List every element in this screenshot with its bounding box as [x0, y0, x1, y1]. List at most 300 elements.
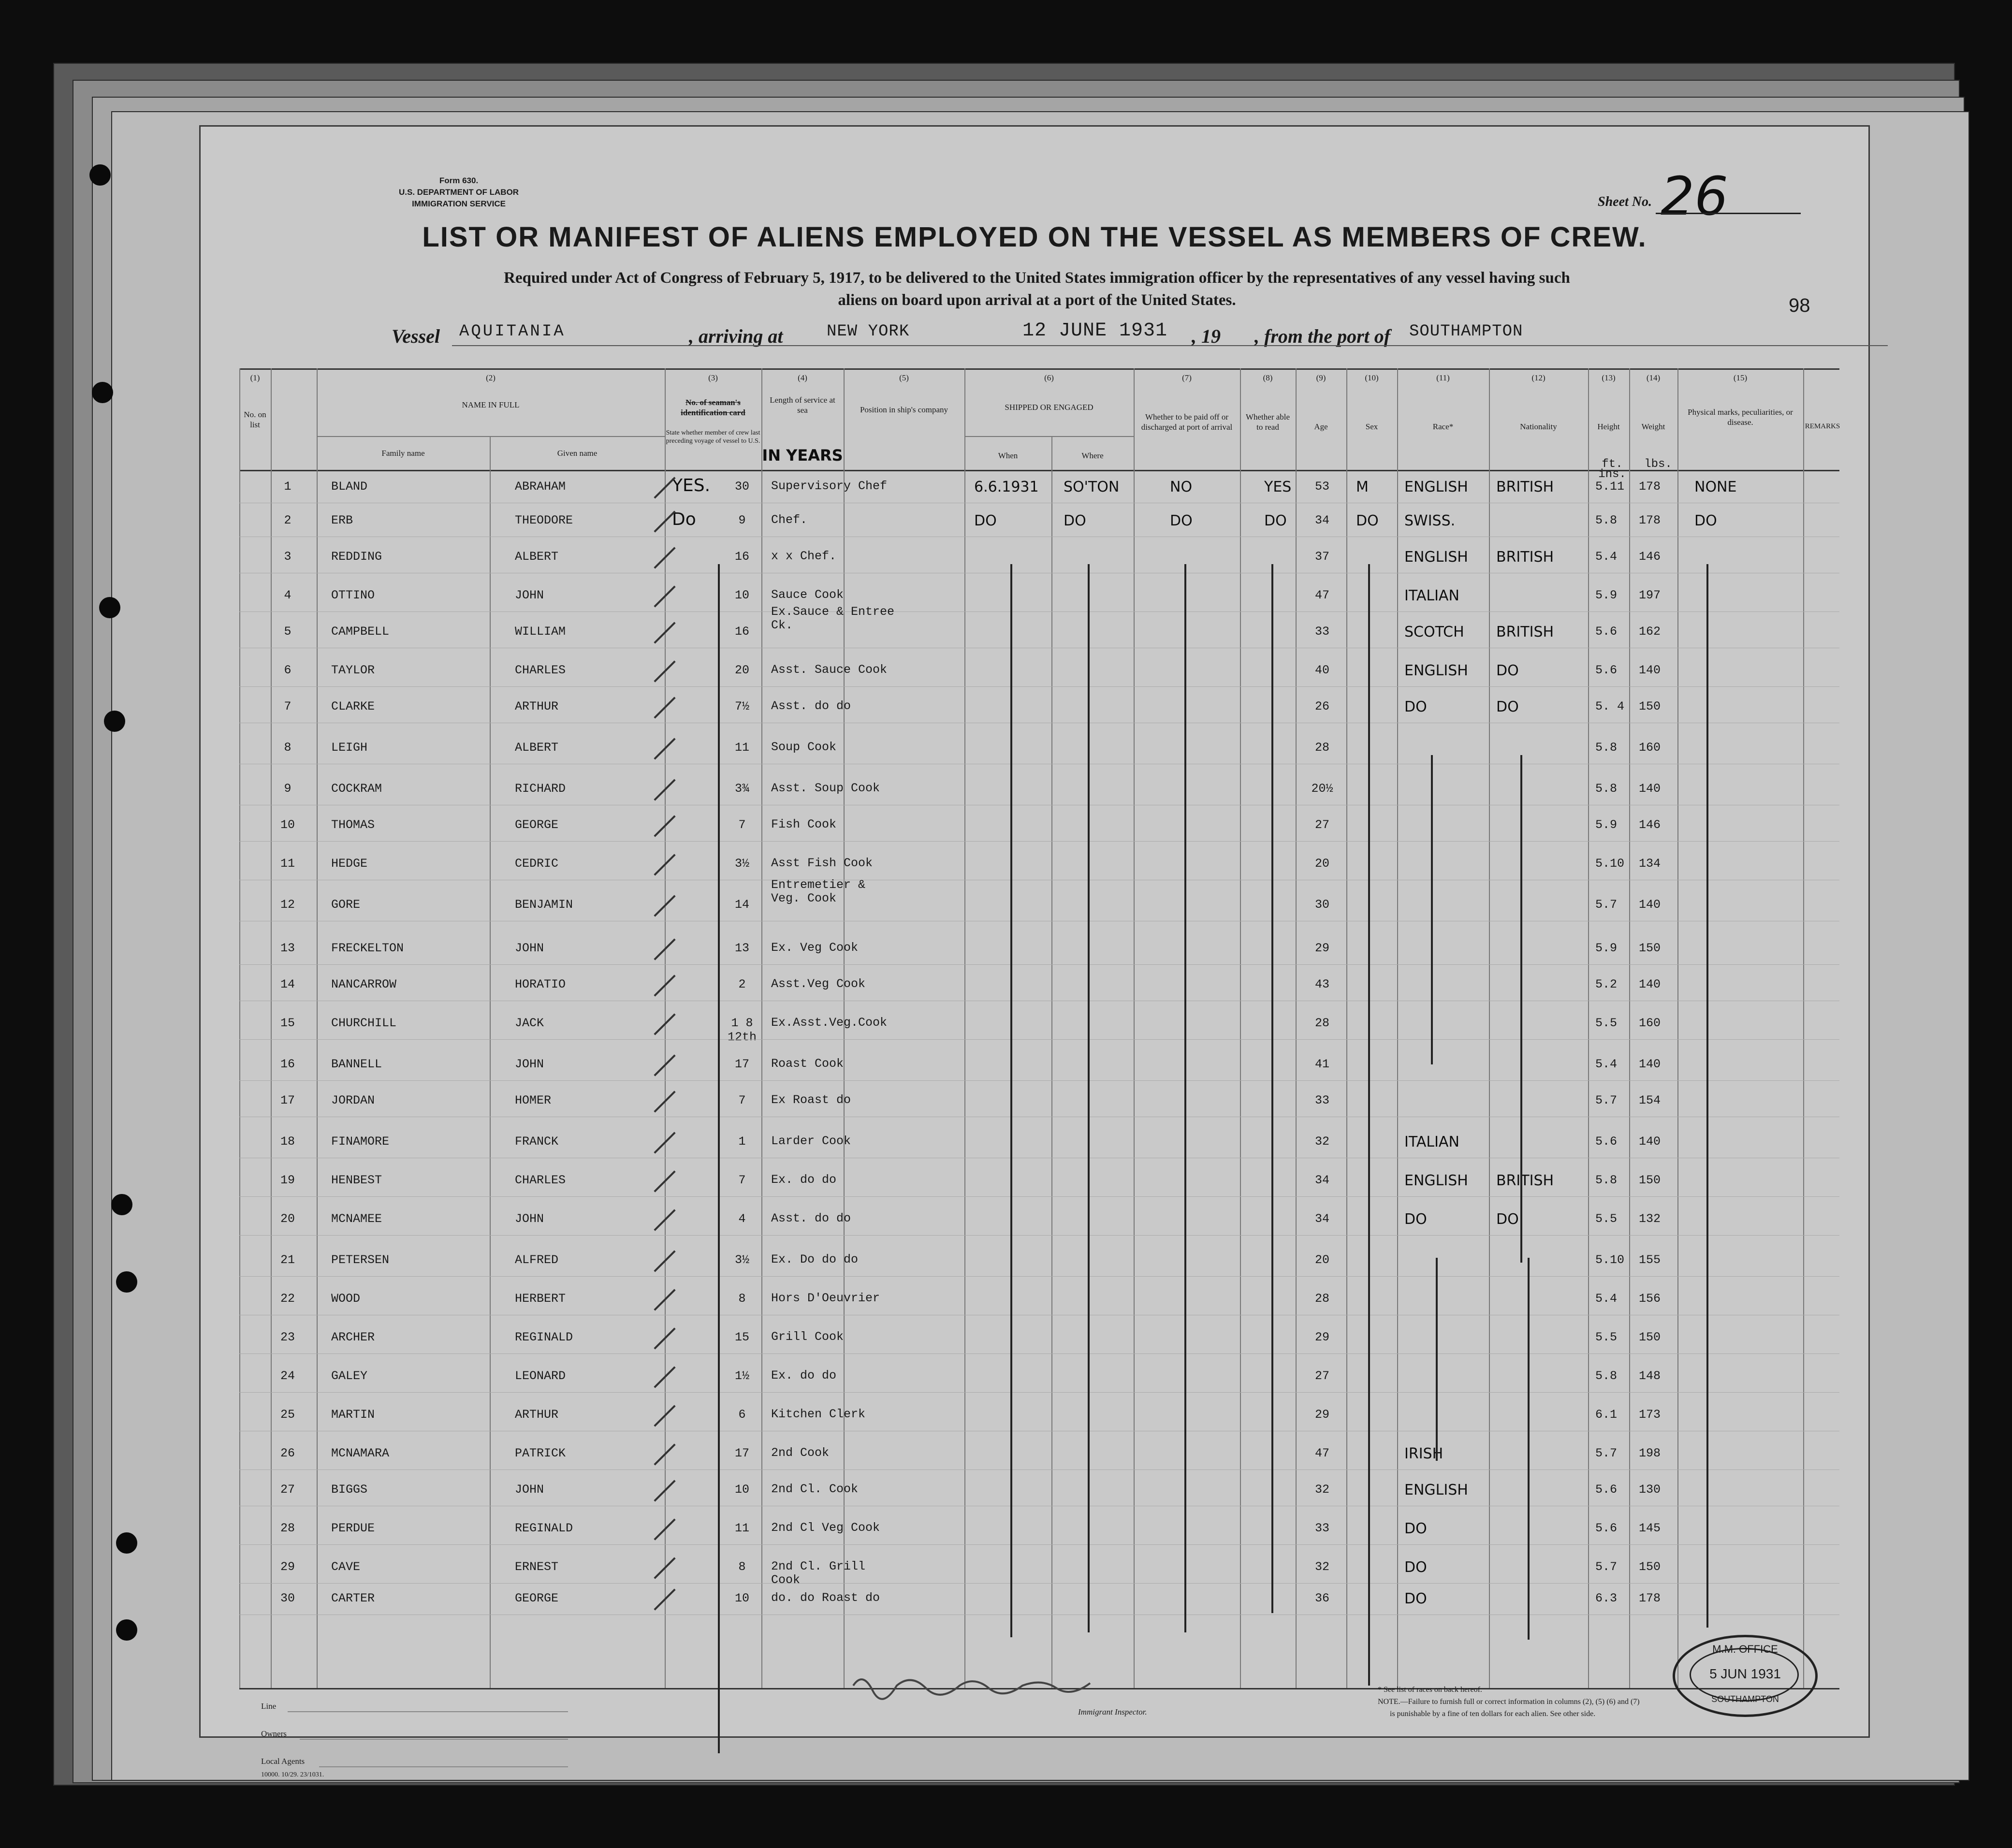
tick-mark	[654, 1013, 675, 1035]
row-number: 11	[280, 857, 295, 871]
ditto-line	[1368, 564, 1370, 1686]
height: 5.7	[1595, 1446, 1618, 1460]
height: 5.8	[1595, 513, 1618, 527]
footer-line-label: Line	[261, 1702, 277, 1711]
nationality: DO	[1496, 662, 1519, 679]
race: DO	[1404, 1520, 1427, 1537]
inspector-signature	[848, 1666, 1100, 1710]
header-when: When	[998, 451, 1018, 460]
family-name: MCNAMEE	[331, 1212, 382, 1226]
given-name: HERBERT	[515, 1292, 566, 1306]
length-of-service: 14	[734, 898, 749, 912]
length-of-service: 20	[734, 663, 749, 677]
row-number: 1	[284, 480, 292, 494]
given-name: REGINALD	[515, 1521, 573, 1535]
age: 29	[1314, 1330, 1329, 1344]
name-subheader-rule	[317, 436, 665, 437]
ditto-line	[718, 564, 720, 1753]
height: 5.9	[1595, 588, 1618, 602]
table-top-border	[239, 368, 1839, 370]
position: Soup Cook	[771, 740, 837, 754]
table-row	[201, 878, 1868, 922]
position: Hors D'Oeuvrier	[771, 1291, 880, 1305]
family-name: BANNELL	[331, 1057, 382, 1071]
row-number: 20	[280, 1212, 295, 1226]
ditto-line	[1088, 564, 1090, 1632]
weight: 140	[1639, 663, 1661, 677]
tick-mark	[654, 1480, 675, 1501]
col-num-2: (2)	[486, 373, 496, 382]
height: 5.8	[1595, 782, 1618, 796]
position: Fish Cook	[771, 817, 837, 831]
weight: 150	[1639, 1560, 1661, 1574]
height: 5.6	[1595, 1135, 1618, 1149]
office-stamp	[1673, 1635, 1818, 1717]
given-name: ALBERT	[515, 741, 559, 755]
family-name: ARCHER	[331, 1330, 375, 1344]
row-rule	[239, 1353, 1839, 1354]
shipped-when: 6.6.1931	[974, 479, 1039, 495]
sex: M	[1356, 479, 1369, 495]
length-of-service: 13	[734, 941, 749, 955]
age: 32	[1314, 1483, 1329, 1497]
weight: 148	[1639, 1369, 1661, 1383]
weight: 178	[1639, 513, 1661, 527]
weight-unit: lbs.	[1644, 458, 1672, 471]
length-of-service: 7	[738, 818, 746, 832]
race: ITALIAN	[1404, 587, 1459, 604]
footer-agents-label: Local Agents	[261, 1757, 305, 1766]
weight: 178	[1639, 480, 1661, 494]
physical-marks: DO	[1694, 512, 1717, 529]
col-num-14: (14)	[1646, 373, 1661, 382]
tick-mark	[654, 1557, 675, 1579]
header-age: Age	[1314, 422, 1328, 431]
race: ENGLISH	[1404, 1482, 1468, 1499]
row-number: 9	[284, 782, 292, 796]
year-label: , 19	[1192, 325, 1221, 347]
family-name: CARTER	[331, 1591, 375, 1605]
height: 5. 4	[1595, 699, 1625, 713]
family-name: FRECKELTON	[331, 941, 404, 955]
weight: 140	[1639, 898, 1661, 912]
note-penalty-1: NOTE.—Failure to furnish full or correct information in columns (2), (5) (6) and (7)	[1378, 1698, 1640, 1706]
tick-mark	[654, 1443, 675, 1465]
weight: 134	[1639, 857, 1661, 871]
row-number: 12	[280, 898, 295, 912]
position: x x Chef.	[771, 549, 837, 563]
length-of-service: 8	[738, 1292, 746, 1306]
header-where: Where	[1081, 451, 1104, 460]
binder-hole	[92, 382, 113, 403]
table-row	[201, 1079, 1868, 1118]
length-of-service: 2	[738, 977, 746, 991]
family-name: COCKRAM	[331, 782, 382, 796]
ditto-line	[1271, 564, 1273, 1613]
given-name: JOHN	[515, 588, 544, 602]
table-row	[201, 535, 1868, 574]
shipped-subheader-rule	[964, 436, 1134, 437]
header-nationality: Nationality	[1520, 422, 1557, 431]
header-race: Race*	[1432, 422, 1454, 431]
family-name: BIGGS	[331, 1483, 368, 1497]
table-row	[201, 605, 1868, 649]
position: Grill Cook	[771, 1330, 844, 1344]
position: Ex. Veg Cook	[771, 941, 859, 955]
form-service: IMMIGRATION SERVICE	[412, 199, 506, 208]
weight: 140	[1639, 977, 1661, 991]
note-penalty-2: is punishable by a fine of ten dollars for each alien. See other side.	[1390, 1710, 1596, 1718]
footer-print-code: 10000. 10/29. 23/1031.	[261, 1771, 324, 1778]
length-of-service: 17	[734, 1446, 749, 1460]
form-department: U.S. DEPARTMENT OF LABOR	[399, 188, 519, 197]
tick-mark	[654, 779, 675, 800]
given-name: LEONARD	[515, 1369, 566, 1383]
weight: 160	[1639, 741, 1661, 755]
height: 5.5	[1595, 1016, 1618, 1030]
length-of-service: 7½	[734, 699, 749, 713]
position: Ex. Do do do	[771, 1252, 859, 1266]
page-number: 98	[1789, 295, 1810, 316]
inspector-label: Immigrant Inspector.	[1078, 1707, 1147, 1717]
race: ENGLISH	[1404, 1172, 1468, 1189]
weight: 150	[1639, 941, 1661, 955]
given-name: THEODORE	[515, 513, 573, 527]
given-name: HOMER	[515, 1093, 552, 1107]
family-name: HENBEST	[331, 1173, 382, 1187]
row-number: 27	[280, 1483, 295, 1497]
tick-mark	[654, 1405, 675, 1426]
header-height: Height	[1597, 422, 1620, 431]
nationality: BRITISH	[1496, 1172, 1554, 1189]
race: SWISS.	[1404, 512, 1456, 529]
race: ENGLISH	[1404, 479, 1468, 495]
weight: 140	[1639, 782, 1661, 796]
family-name: REDDING	[331, 550, 382, 564]
age: 28	[1314, 1292, 1329, 1306]
table-row	[201, 574, 1868, 612]
table-row	[201, 1277, 1868, 1316]
col-num-3: (3)	[708, 373, 718, 382]
age: 53	[1314, 480, 1329, 494]
position: Ex Roast do	[771, 1093, 851, 1107]
row-rule	[239, 1392, 1839, 1393]
binder-hole	[116, 1532, 137, 1554]
vessel-name: AQUITANIA	[459, 322, 566, 341]
position: Ex.Sauce & Entree Ck.	[771, 605, 895, 632]
age: 41	[1314, 1057, 1329, 1071]
weight: 132	[1639, 1212, 1661, 1226]
manifest-page	[201, 127, 1868, 1778]
sheet-number: 26	[1661, 165, 1728, 227]
length-of-service: 7	[738, 1173, 746, 1187]
family-name: MCNAMARA	[331, 1446, 390, 1460]
vessel-label: Vessel	[392, 325, 440, 347]
family-name: ERB	[331, 513, 353, 527]
page-title: LIST OR MANIFEST OF ALIENS EMPLOYED ON THE VESSEL AS MEMBERS OF CREW.	[422, 221, 1647, 253]
binder-hole	[116, 1271, 137, 1293]
table-row	[201, 1468, 1868, 1507]
shipped-where: DO	[1064, 512, 1086, 529]
height: 5.5	[1595, 1330, 1618, 1344]
table-row	[201, 842, 1868, 881]
family-name: CHURCHILL	[331, 1016, 397, 1030]
given-name: GEORGE	[515, 1591, 559, 1605]
height: 5.7	[1595, 898, 1618, 912]
sex: DO	[1356, 512, 1379, 529]
height: 6.3	[1595, 1591, 1618, 1605]
age: 27	[1314, 818, 1329, 832]
shipped-where: SO'TON	[1064, 479, 1120, 495]
arrival-date: 12 JUNE 1931	[1022, 320, 1168, 342]
arriving-label: , arriving at	[689, 325, 783, 347]
row-rule	[239, 1196, 1839, 1197]
family-name: HEDGE	[331, 857, 368, 871]
length-of-service: 11	[734, 1521, 749, 1535]
tick-mark	[654, 1054, 675, 1076]
given-name: CHARLES	[515, 1173, 566, 1187]
header-previous-voyage: State whether member of crew last preceding voyage of vessel to U.S.	[666, 429, 760, 445]
table-row	[201, 927, 1868, 965]
race: DO	[1404, 1559, 1427, 1576]
race: DO	[1404, 1211, 1427, 1228]
row-number: 29	[280, 1560, 295, 1574]
race: ENGLISH	[1404, 549, 1468, 566]
position: Chef.	[771, 513, 808, 527]
tick-mark	[654, 1366, 675, 1388]
family-name: PETERSEN	[331, 1253, 390, 1267]
length-of-service: 1 8 12th	[727, 1016, 757, 1044]
row-number: 23	[280, 1330, 295, 1344]
family-name: THOMAS	[331, 818, 375, 832]
table-row	[201, 726, 1868, 765]
length-of-service: 3½	[734, 1253, 749, 1267]
col-num-12: (12)	[1531, 373, 1545, 382]
paid-off: NO	[1170, 479, 1193, 495]
tick-mark	[654, 895, 675, 917]
binder-hole	[116, 1619, 137, 1641]
form-number: Form 630.	[439, 176, 479, 185]
header-position: Position in ship's company	[860, 405, 948, 414]
table-row	[201, 649, 1868, 687]
table-row	[201, 465, 1868, 504]
tick-mark	[654, 1132, 675, 1153]
table-row	[201, 1354, 1868, 1393]
family-name: JORDAN	[331, 1093, 375, 1107]
weight: 156	[1639, 1292, 1661, 1306]
table-row	[201, 1197, 1868, 1236]
family-name: CAMPBELL	[331, 625, 390, 639]
age: 33	[1314, 1521, 1329, 1535]
height: 5.6	[1595, 1483, 1618, 1497]
weight: 145	[1639, 1521, 1661, 1535]
age: 40	[1314, 663, 1329, 677]
tick-mark	[654, 1327, 675, 1349]
paid-off: DO	[1170, 512, 1193, 529]
row-number: 17	[280, 1093, 295, 1107]
height: 5.2	[1595, 977, 1618, 991]
position: Sauce Cook	[771, 588, 844, 602]
length-of-service: 10	[734, 1591, 749, 1605]
length-of-service: 4	[738, 1212, 746, 1226]
length-of-service: 17	[734, 1057, 749, 1071]
page-subtitle	[365, 267, 1709, 311]
ditto-line	[1010, 564, 1012, 1637]
tick-mark	[654, 975, 675, 996]
position: do. do Roast do	[771, 1591, 880, 1605]
table-row	[201, 1043, 1868, 1081]
departure-port: SOUTHAMPTON	[1409, 322, 1523, 341]
tick-mark	[654, 585, 675, 607]
position: Ex.Asst.Veg.Cook	[771, 1016, 888, 1030]
table-row	[201, 1393, 1868, 1432]
tick-mark	[654, 547, 675, 568]
row-rule	[239, 1276, 1839, 1277]
tick-mark	[654, 738, 675, 759]
table-row	[201, 1002, 1868, 1044]
length-of-service: 3¾	[734, 782, 749, 796]
table-row	[201, 1120, 1868, 1159]
row-number: 25	[280, 1408, 295, 1422]
height: 5.6	[1595, 625, 1618, 639]
height: 5.8	[1595, 1369, 1618, 1383]
table-row	[201, 803, 1868, 842]
weight: 178	[1639, 1591, 1661, 1605]
height: 5.10	[1595, 857, 1625, 871]
length-of-service: 10	[734, 1483, 749, 1497]
length-of-service: 30	[734, 480, 749, 494]
given-name: ARTHUR	[515, 699, 559, 713]
position: Supervisory Chef	[771, 479, 888, 493]
age: 26	[1314, 699, 1329, 713]
age: 32	[1314, 1560, 1329, 1574]
header-physical-marks: Physical marks, peculiarities, or disease.	[1688, 407, 1793, 427]
table-row	[201, 1577, 1868, 1615]
weight: 198	[1639, 1446, 1661, 1460]
col-num-7: (7)	[1182, 373, 1192, 382]
ditto-line	[1520, 755, 1522, 1263]
family-name: OTTINO	[331, 588, 375, 602]
binder-hole	[111, 1194, 132, 1215]
age: 37	[1314, 550, 1329, 564]
col-num-11: (11)	[1436, 373, 1450, 382]
position: Ex. do do	[771, 1173, 837, 1187]
row-number: 2	[284, 513, 292, 527]
given-name: ALBERT	[515, 550, 559, 564]
row-number: 8	[284, 741, 292, 755]
tick-mark	[654, 1209, 675, 1231]
tick-mark	[654, 854, 675, 875]
given-name: JACK	[515, 1016, 544, 1030]
table-row	[201, 767, 1868, 806]
position: Roast Cook	[771, 1057, 844, 1071]
footer-owners-label: Owners	[261, 1729, 287, 1738]
shipped-when: DO	[974, 512, 997, 529]
weight: 150	[1639, 699, 1661, 713]
given-name: ERNEST	[515, 1560, 559, 1574]
col-num-13: (13)	[1602, 373, 1616, 382]
height: 5.11	[1595, 480, 1625, 494]
height: 5.8	[1595, 1173, 1618, 1187]
given-name: RICHARD	[515, 782, 566, 796]
length-of-service: 3½	[734, 857, 749, 871]
height: 5.4	[1595, 1292, 1618, 1306]
family-name: NANCARROW	[331, 977, 397, 991]
position: 2nd Cl. Grill Cook	[771, 1559, 866, 1587]
able-to-read: YES	[1264, 479, 1292, 495]
length-of-service: 7	[738, 1093, 746, 1107]
row-rule	[239, 1039, 1839, 1040]
from-label: , from the port of	[1254, 325, 1391, 347]
age: 34	[1314, 513, 1329, 527]
row-number: 21	[280, 1253, 295, 1267]
header-weight: Weight	[1641, 422, 1665, 431]
age: 34	[1314, 1173, 1329, 1187]
given-name: GEORGE	[515, 818, 559, 832]
position: Asst Fish Cook	[771, 856, 873, 870]
header-no-on-list: No. on list	[244, 410, 266, 429]
height: 5.9	[1595, 818, 1618, 832]
col-num-8: (8)	[1263, 373, 1273, 382]
position: 2nd Cook	[771, 1446, 830, 1460]
length-of-service: 8	[738, 1560, 746, 1574]
weight: 146	[1639, 550, 1661, 564]
row-rule	[239, 1235, 1839, 1236]
table-row	[201, 1507, 1868, 1545]
col-num-9: (9)	[1316, 373, 1326, 382]
stamp-port: SOUTHAMPTON	[1711, 1694, 1779, 1704]
form-header	[399, 175, 519, 210]
table-row	[201, 1159, 1868, 1197]
row-number: 4	[284, 588, 292, 602]
height: 6.1	[1595, 1408, 1618, 1422]
row-number: 26	[280, 1446, 295, 1460]
able-to-read: DO	[1264, 512, 1287, 529]
stamp-date: 5 JUN 1931	[1709, 1666, 1781, 1681]
row-number: 3	[284, 550, 292, 564]
family-name: MARTIN	[331, 1408, 375, 1422]
length-of-service: 10	[734, 588, 749, 602]
header-able-to-read: Whether able to read	[1245, 412, 1290, 432]
family-name: FINAMORE	[331, 1135, 390, 1149]
row-number: 28	[280, 1521, 295, 1535]
nationality: BRITISH	[1496, 479, 1554, 495]
given-name: BENJAMIN	[515, 898, 573, 912]
row-number: 14	[280, 977, 295, 991]
header-name-in-full: NAME IN FULL	[462, 400, 520, 409]
binder-hole	[89, 164, 111, 186]
previous-voyage: Do	[672, 509, 696, 529]
given-name: ARTHUR	[515, 1408, 559, 1422]
ditto-line	[1528, 1258, 1530, 1640]
header-shipped-engaged: SHIPPED OR ENGAGED	[1005, 403, 1093, 412]
given-name: JOHN	[515, 1483, 544, 1497]
row-number: 22	[280, 1292, 295, 1306]
row-number: 16	[280, 1057, 295, 1071]
row-rule	[239, 1544, 1839, 1545]
header-given-name: Given name	[557, 449, 598, 458]
col-num-4: (4)	[798, 373, 807, 382]
position: Asst. do do	[771, 699, 851, 713]
family-name: GORE	[331, 898, 361, 912]
length-of-service: 9	[738, 513, 746, 527]
weight: 140	[1639, 1135, 1661, 1149]
col-num-1: (1)	[250, 373, 260, 382]
sheet-underline	[1656, 213, 1801, 214]
position: 2nd Cl. Cook	[771, 1482, 859, 1496]
nationality: DO	[1496, 698, 1519, 715]
given-name: REGINALD	[515, 1330, 573, 1344]
